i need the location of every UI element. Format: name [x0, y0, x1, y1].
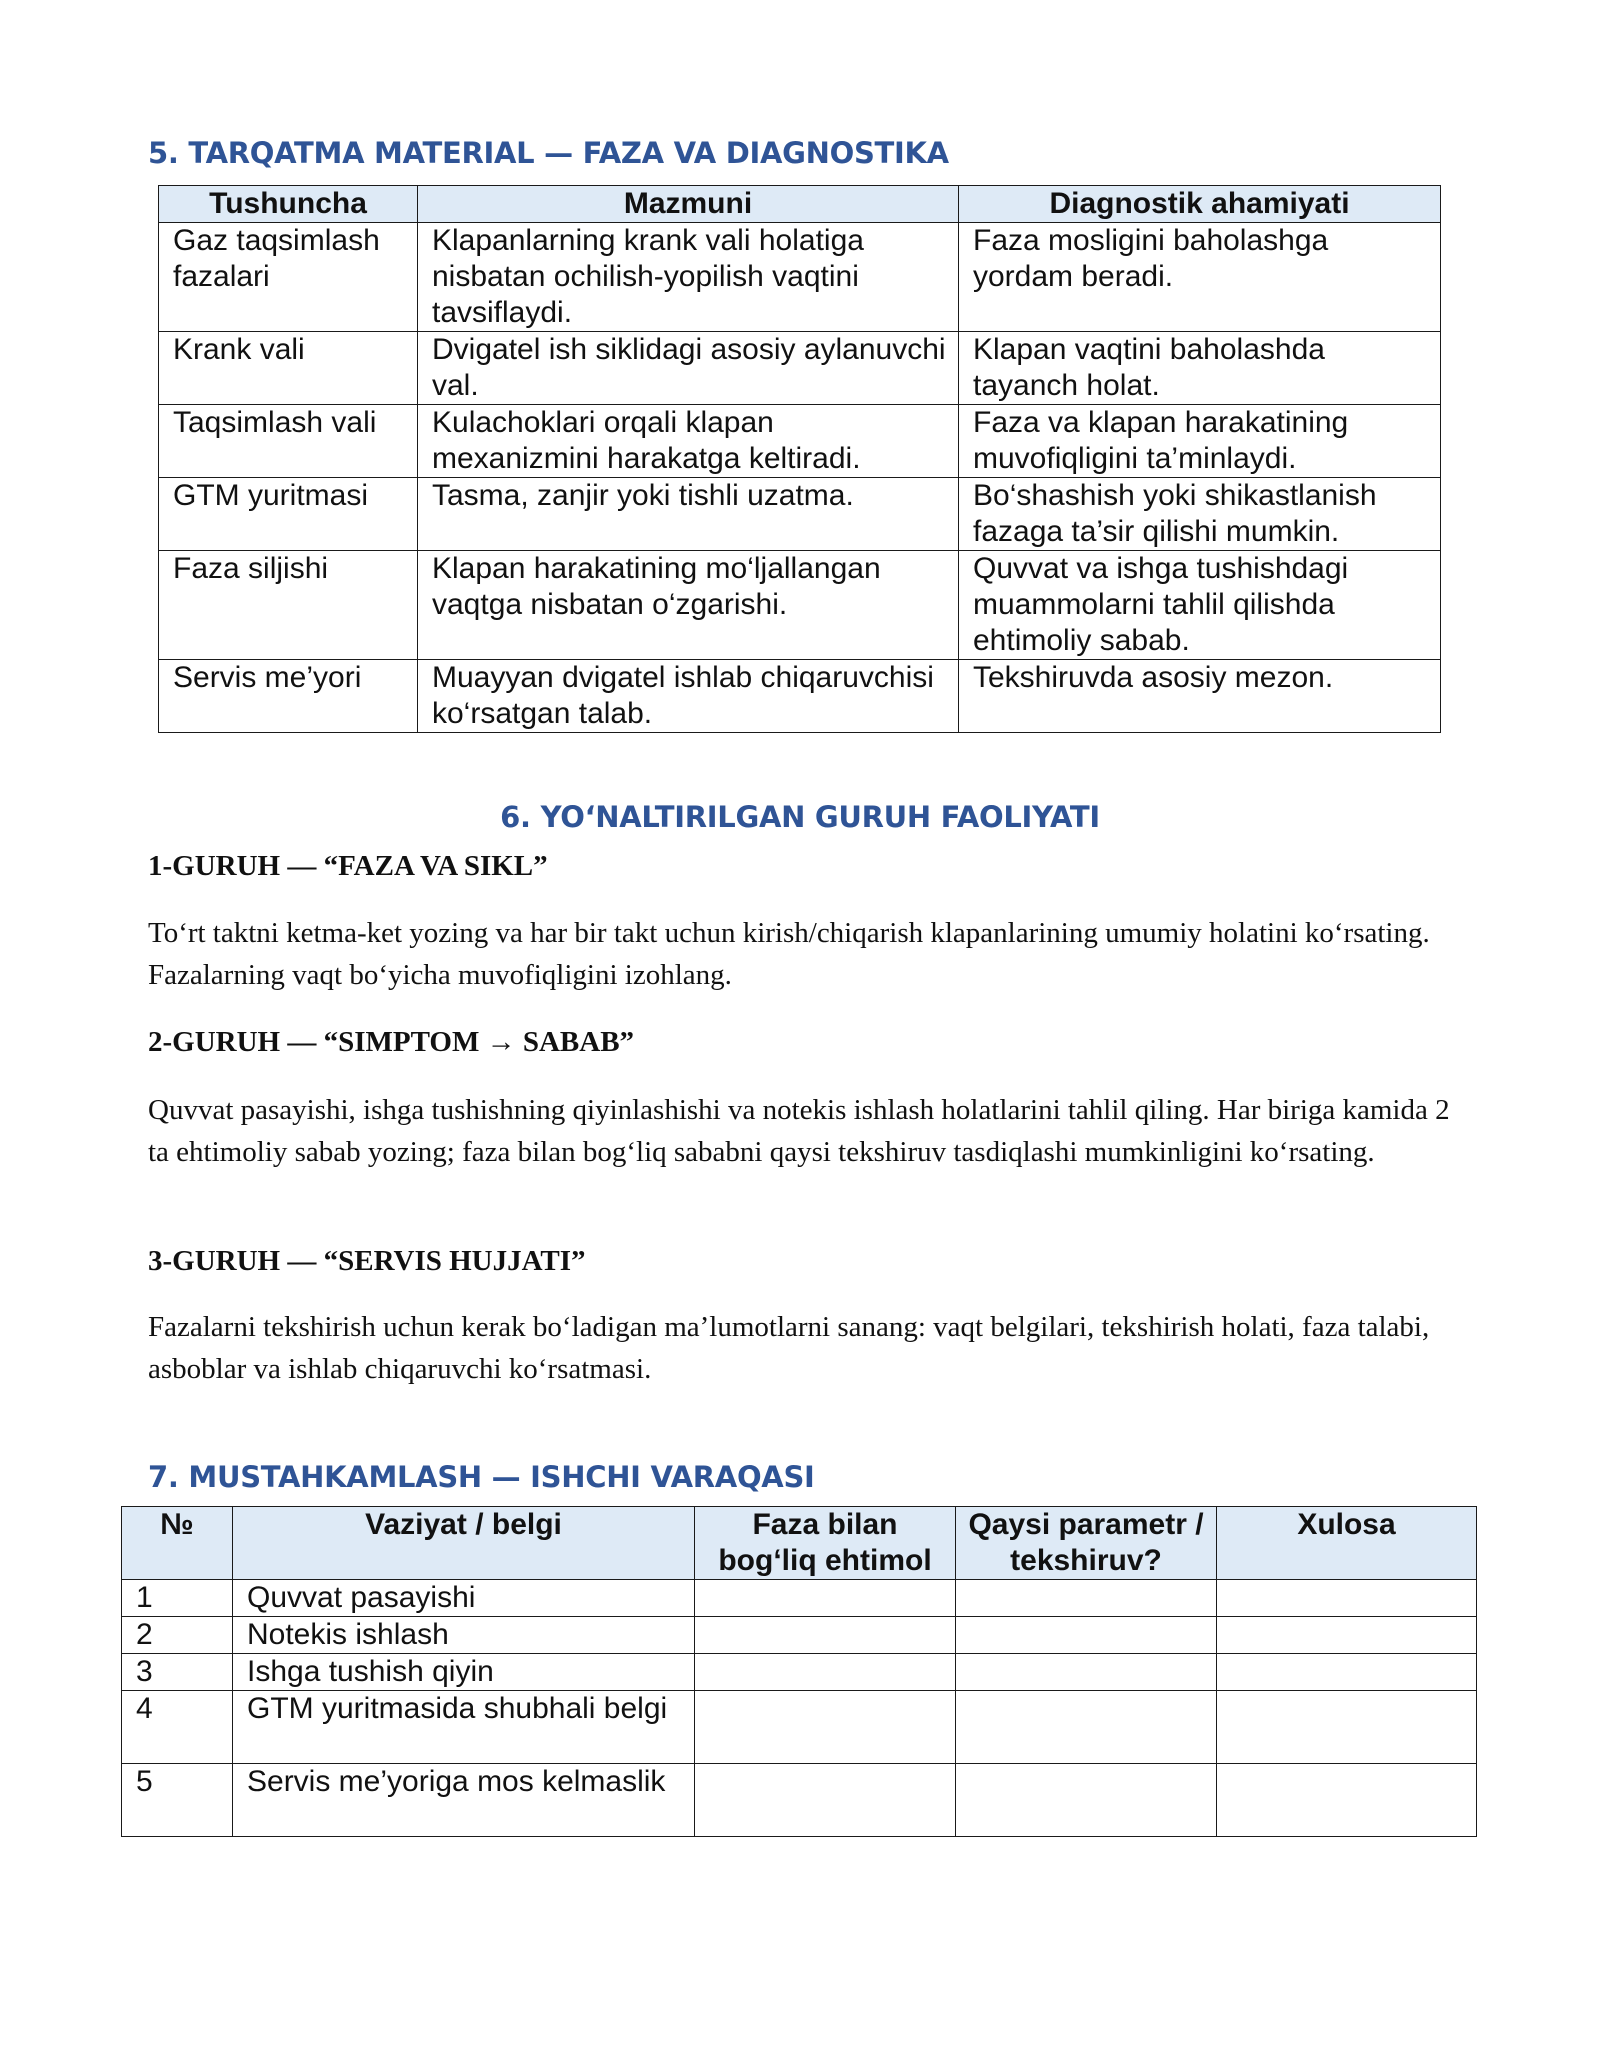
table-cell: Muayyan dvigatel ishlab chiqaruvchisi ko‘rsatgan talab. — [418, 660, 959, 733]
column-header: № — [122, 1507, 233, 1580]
table-row — [159, 332, 1441, 405]
answer-cell[interactable] — [956, 1617, 1217, 1654]
column-header: Xulosa — [1217, 1507, 1477, 1580]
table-header-row — [122, 1507, 1477, 1580]
column-header: Faza bilan bog‘liq ehtimol — [695, 1507, 956, 1580]
group3-text: Fazalarni tekshirish uchun kerak bo‘ladigan ma’lumotlarni sanang: vaqt belgilari, tekshirish holati, faza talabi, asboblar va ishlab chiqaruvchi ko‘rsatmasi. — [148, 1311, 1430, 1385]
answer-cell[interactable] — [1217, 1580, 1477, 1617]
table-cell: Faza va klapan harakatining muvofiqligini ta’minlaydi. — [959, 405, 1441, 478]
answer-cell[interactable] — [695, 1764, 956, 1837]
section5-heading: 5. TARQATMA MATERIAL — FAZA VA DIAGNOSTIKA — [148, 136, 949, 170]
table-cell: GTM yuritmasida shubhali belgi — [233, 1691, 695, 1764]
table-row — [159, 660, 1441, 733]
table-cell: Servis me’yoriga mos kelmaslik — [233, 1764, 695, 1837]
answer-cell[interactable] — [1217, 1691, 1477, 1764]
group2-text: Quvvat pasayishi, ishga tushishning qiyinlashishi va notekis ishlash holatlarini tahlil qiling. Har biriga kamida 2 ta ehtimoliy sabab yozing; faza bilan bog‘liq sababni qaysi tekshiruv tasdiqlashi mumkinligini ko‘rsating. — [148, 1094, 1450, 1168]
column-header: Mazmuni — [418, 186, 959, 223]
table-header-row — [159, 186, 1441, 223]
table-cell: Klapanlarning krank vali holatiga nisbatan ochilish-yopilish vaqtini tavsiflaydi. — [418, 223, 959, 332]
answer-cell[interactable] — [956, 1654, 1217, 1691]
row-number: 1 — [122, 1580, 233, 1617]
table-cell: Tekshiruvda asosiy mezon. — [959, 660, 1441, 733]
table-cell: Dvigatel ish siklidagi asosiy aylanuvchi val. — [418, 332, 959, 405]
table-cell: Quvvat pasayishi — [233, 1580, 695, 1617]
answer-cell[interactable] — [695, 1654, 956, 1691]
table-row — [122, 1617, 1477, 1654]
section6-heading: 6. YO‘NALTIRILGAN GURUH FAOLIYATI — [500, 800, 1100, 834]
answer-cell[interactable] — [695, 1580, 956, 1617]
ishchi-varaqasi-table — [121, 1506, 1477, 1837]
answer-cell[interactable] — [956, 1580, 1217, 1617]
table-row — [159, 405, 1441, 478]
column-header: Vaziyat / belgi — [233, 1507, 695, 1580]
table-cell: Ishga tushish qiyin — [233, 1654, 695, 1691]
table-cell: Tasma, zanjir yoki tishli uzatma. — [418, 478, 959, 551]
row-number: 3 — [122, 1654, 233, 1691]
table-row — [122, 1691, 1477, 1764]
group1-title: 1-GURUH — “FAZA VA SIKL” — [148, 850, 548, 882]
answer-cell[interactable] — [1217, 1654, 1477, 1691]
table-cell: GTM yuritmasi — [159, 478, 418, 551]
row-number: 4 — [122, 1691, 233, 1764]
table-cell: Quvvat va ishga tushishdagi muammolarni tahlil qilishda ehtimoliy sabab. — [959, 551, 1441, 660]
table-row — [159, 223, 1441, 332]
table-row — [159, 478, 1441, 551]
table-row — [122, 1580, 1477, 1617]
column-header: Tushuncha — [159, 186, 418, 223]
row-number: 5 — [122, 1764, 233, 1837]
table-row — [122, 1764, 1477, 1837]
table-cell: Notekis ishlash — [233, 1617, 695, 1654]
table-cell: Servis me’yori — [159, 660, 418, 733]
group2-title: 2-GURUH — “SIMPTOM → SABAB” — [148, 1026, 635, 1058]
section7-heading: 7. MUSTAHKAMLASH — ISHCHI VARAQASI — [148, 1460, 815, 1494]
answer-cell[interactable] — [1217, 1764, 1477, 1837]
table-cell: Kulachoklari orqali klapan mexanizmini harakatga keltiradi. — [418, 405, 959, 478]
answer-cell[interactable] — [695, 1617, 956, 1654]
faza-diagnostika-table — [158, 185, 1441, 733]
answer-cell[interactable] — [1217, 1617, 1477, 1654]
row-number: 2 — [122, 1617, 233, 1654]
table-cell: Krank vali — [159, 332, 418, 405]
table-cell: Gaz taqsimlash fazalari — [159, 223, 418, 332]
answer-cell[interactable] — [956, 1691, 1217, 1764]
column-header: Diagnostik ahamiyati — [959, 186, 1441, 223]
table-row — [122, 1654, 1477, 1691]
table-cell: Bo‘shashish yoki shikastlanish fazaga ta’sir qilishi mumkin. — [959, 478, 1441, 551]
group3-title: 3-GURUH — “SERVIS HUJJATI” — [148, 1245, 586, 1277]
group1-text: To‘rt taktni ketma-ket yozing va har bir takt uchun kirish/chiqarish klapanlarining umumiy holatini ko‘rsating. Fazalarning vaqt bo‘yicha muvofiqligini izohlang. — [148, 917, 1430, 991]
answer-cell[interactable] — [695, 1691, 956, 1764]
answer-cell[interactable] — [956, 1764, 1217, 1837]
table-cell: Faza siljishi — [159, 551, 418, 660]
table-cell: Taqsimlash vali — [159, 405, 418, 478]
table-cell: Faza mosligini baholashga yordam beradi. — [959, 223, 1441, 332]
table-cell: Klapan harakatining mo‘ljallangan vaqtga nisbatan o‘zgarishi. — [418, 551, 959, 660]
table-row — [159, 551, 1441, 660]
table-cell: Klapan vaqtini baholashda tayanch holat. — [959, 332, 1441, 405]
column-header: Qaysi parametr / tekshiruv? — [956, 1507, 1217, 1580]
